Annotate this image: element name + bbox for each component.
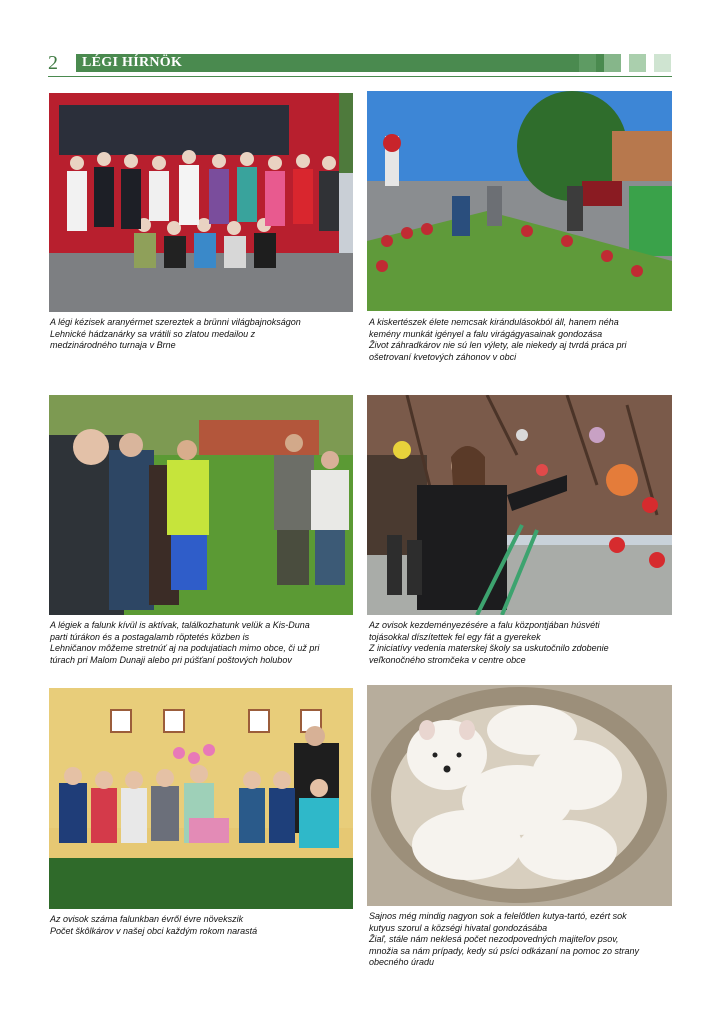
caption-puppies <box>369 911 639 969</box>
photo-puppies <box>367 685 672 906</box>
caption-line: ošetrovaní kvetových záhonov v obci <box>369 351 517 362</box>
caption-line: tojásokkal díszítettek fel egy fát a gyerekek <box>369 631 541 642</box>
caption-easter <box>369 620 609 666</box>
caption-line: Az ovisok kezdeményezésére a falu központjában húsvéti <box>369 620 600 630</box>
caption-line: A légiek a falunk kívül is aktívak, találkozhatunk velük a Kis-Duna <box>50 620 310 630</box>
photo-hikers <box>49 395 353 615</box>
caption-kindergarten <box>50 914 257 937</box>
caption-line: Z iniciatívy vedenia materskej školy sa uskutočnilo zdobenie <box>369 643 609 653</box>
header-square-3 <box>629 54 646 72</box>
page-header <box>48 52 672 76</box>
newsletter-title: LÉGI HÍRNÖK <box>82 55 183 70</box>
caption-line: obecného úradu <box>369 957 435 967</box>
caption-gardeners <box>369 317 626 363</box>
caption-line: A kiskertészek élete nemcsak kirándulásokból áll, hanem néha <box>369 317 619 327</box>
photo-kindergarten <box>49 688 353 909</box>
caption-line: Sajnos még mindig nagyon sok a felelőtlen kutya-tartó, ezért sok <box>369 911 627 921</box>
page-number: 2 <box>48 52 58 74</box>
caption-line: Počet škôlkárov v našej obci každým rokom narastá <box>50 925 258 936</box>
photo-gardeners <box>367 91 672 311</box>
header-square-1 <box>579 54 596 72</box>
caption-line: množia sa nám prípady, kedy sú psíci odkázaní na pomoc zo strany <box>369 945 639 956</box>
header-square-2 <box>604 54 621 72</box>
caption-line: parti túrákon és a postagalamb röptetés közben is <box>50 631 250 642</box>
header-rule <box>48 76 672 77</box>
caption-line: túrach pri Malom Dunaji alebo pri púšťaní poštových holubov <box>50 654 292 665</box>
photo-easter-tree <box>367 395 672 615</box>
caption-line: Život záhradkárov nie sú len výlety, ale niekedy aj tvrdá práca pri <box>369 340 627 350</box>
caption-line: A légi kézisek aranyérmet szereztek a brünni világbajnokságon <box>50 317 301 327</box>
caption-line: kemény munkát igényel a falu virágágyasainak gondozása <box>369 328 603 339</box>
title-bar <box>76 54 608 72</box>
caption-line: Lehničanov môžeme stretnúť aj na podujatiach mimo obce, či už pri <box>50 643 320 653</box>
caption-hikers <box>50 620 319 666</box>
header-square-4 <box>654 54 671 72</box>
caption-line: Az ovisok száma falunkban évről évre növekszik <box>50 914 244 924</box>
photo-medal-team <box>49 93 353 312</box>
caption-line: Lehnické hádzanárky sa vrátili so zlatou medailou z <box>50 328 256 339</box>
caption-line: Žiaľ, stále nám neklesá počet nezodpovedných majiteľov psov, <box>369 934 619 944</box>
caption-line: medzinárodného turnaja v Brne <box>50 340 176 350</box>
caption-line: kutyus szorul a községi hivatal gondozásába <box>369 922 548 933</box>
caption-medal <box>50 317 301 352</box>
caption-line: veľkonočného stromčeka v centre obce <box>369 654 526 665</box>
